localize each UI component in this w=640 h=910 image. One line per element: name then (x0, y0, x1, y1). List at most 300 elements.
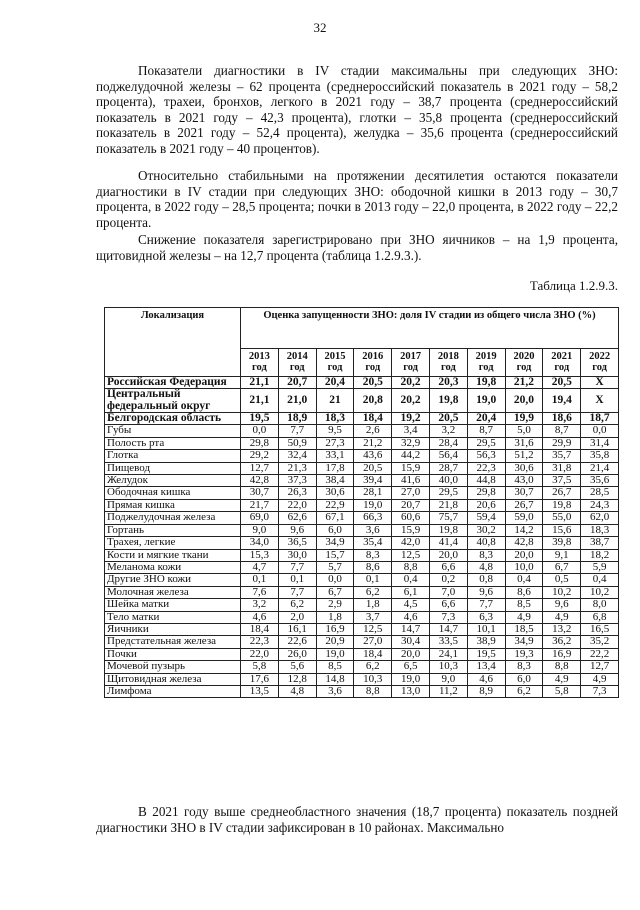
row-value: 6,6 (429, 561, 467, 573)
row-value: 11,2 (429, 685, 467, 697)
row-localization: Кости и мягкие ткани (105, 549, 241, 561)
row-value: 0,0 (316, 574, 354, 586)
row-value: 5,6 (278, 661, 316, 673)
row-value: 38,9 (467, 636, 505, 648)
row-value: 4,5 (392, 599, 430, 611)
row-value: 35,8 (581, 450, 619, 462)
row-value: 20,9 (316, 636, 354, 648)
row-value: 19,5 (467, 648, 505, 660)
year-header: 2020 год (505, 349, 543, 377)
row-value: 21,3 (278, 462, 316, 474)
row-value: 27,0 (354, 636, 392, 648)
row-value: 3,6 (316, 685, 354, 697)
row-value: 13,5 (241, 685, 279, 697)
row-localization: Гортань (105, 524, 241, 536)
row-localization: Российская Федерация (105, 376, 241, 388)
row-localization: Другие ЗНО кожи (105, 574, 241, 586)
row-value: 29,9 (543, 437, 581, 449)
row-value: 13,2 (543, 623, 581, 635)
row-value: 7,6 (241, 586, 279, 598)
row-value: 17,6 (241, 673, 279, 685)
row-value: 26,7 (505, 499, 543, 511)
row-value: 8,6 (354, 561, 392, 573)
row-value: 7,3 (581, 685, 619, 697)
row-value: 14,7 (429, 623, 467, 635)
row-value: 32,9 (392, 437, 430, 449)
row-localization: Пищевод (105, 462, 241, 474)
row-value: 6,5 (392, 661, 430, 673)
row-value: 31,6 (505, 437, 543, 449)
row-value: 15,7 (316, 549, 354, 561)
row-value: 55,0 (543, 512, 581, 524)
row-value: 28,7 (429, 462, 467, 474)
row-value: 21,2 (354, 437, 392, 449)
row-value: 59,0 (505, 512, 543, 524)
row-value: 18,6 (543, 413, 581, 425)
table-row (105, 524, 619, 536)
row-value: 22,2 (581, 648, 619, 660)
row-value: 10,3 (354, 673, 392, 685)
row-value: 9,1 (543, 549, 581, 561)
row-value: X (581, 389, 619, 413)
row-value: 30,0 (278, 549, 316, 561)
row-value: 18,2 (581, 549, 619, 561)
row-value: 6,6 (429, 599, 467, 611)
row-value: 62,6 (278, 512, 316, 524)
row-value: 34,0 (241, 537, 279, 549)
row-value: 3,4 (392, 425, 430, 437)
row-value: 6,0 (316, 524, 354, 536)
row-value: 9,6 (467, 586, 505, 598)
row-value: 8,8 (354, 685, 392, 697)
row-value: 0,0 (581, 425, 619, 437)
paragraph-3 (96, 232, 618, 263)
row-value: 20,0 (505, 389, 543, 413)
header-localization: Локализация (105, 308, 241, 377)
row-localization: Глотка (105, 450, 241, 462)
row-value: 21,8 (429, 499, 467, 511)
row-value: 5,8 (543, 685, 581, 697)
row-value: 20,5 (543, 376, 581, 388)
row-value: 8,3 (467, 549, 505, 561)
row-value: 17,8 (316, 462, 354, 474)
row-value: 15,3 (241, 549, 279, 561)
row-value: 42,8 (505, 537, 543, 549)
row-value: 8,3 (354, 549, 392, 561)
row-value: 19,9 (505, 413, 543, 425)
table-row (105, 648, 619, 660)
row-value: 6,3 (467, 611, 505, 623)
row-value: 9,0 (241, 524, 279, 536)
year-header: 2021 год (543, 349, 581, 377)
row-value: 59,4 (467, 512, 505, 524)
row-value: 10,1 (467, 623, 505, 635)
row-value: 8,7 (543, 425, 581, 437)
row-value: 50,9 (278, 437, 316, 449)
row-value: 0,4 (392, 574, 430, 586)
row-value: 39,8 (543, 537, 581, 549)
row-value: 19,8 (429, 524, 467, 536)
row-value: 21 (316, 389, 354, 413)
row-value: 51,2 (505, 450, 543, 462)
row-value: 0,5 (543, 574, 581, 586)
row-value: 20,0 (429, 549, 467, 561)
row-value: 19,8 (467, 376, 505, 388)
row-value: 18,4 (354, 413, 392, 425)
row-value: 22,9 (316, 499, 354, 511)
row-localization: Губы (105, 425, 241, 437)
row-value: 22,0 (241, 648, 279, 660)
row-value: 5,0 (505, 425, 543, 437)
table-row (105, 549, 619, 561)
row-value: 16,9 (316, 623, 354, 635)
row-value: 7,7 (467, 599, 505, 611)
row-value: 4,7 (241, 561, 279, 573)
table-row (105, 561, 619, 573)
table-row (105, 450, 619, 462)
paragraph-4 (96, 804, 618, 835)
row-value: 10,3 (429, 661, 467, 673)
row-value: 30,2 (467, 524, 505, 536)
row-value: 19,8 (429, 389, 467, 413)
row-localization: Щитовидная железа (105, 673, 241, 685)
row-value: 66,3 (354, 512, 392, 524)
table-row (105, 462, 619, 474)
row-value: 5,7 (316, 561, 354, 573)
row-value: 18,3 (581, 524, 619, 536)
row-value: 16,5 (581, 623, 619, 635)
row-value: 13,4 (467, 661, 505, 673)
table-row (105, 586, 619, 598)
row-value: 19,0 (316, 648, 354, 660)
row-value: 18,3 (316, 413, 354, 425)
row-value: 21,4 (581, 462, 619, 474)
row-value: 19,4 (543, 389, 581, 413)
row-value: 8,7 (467, 425, 505, 437)
table-row (105, 413, 619, 425)
row-value: 12,5 (392, 549, 430, 561)
table-row (105, 437, 619, 449)
year-header: 2013 год (241, 349, 279, 377)
table-caption: Таблица 1.2.9.3. (529, 278, 618, 293)
row-value: 30,7 (241, 487, 279, 499)
row-value: 24,3 (581, 499, 619, 511)
row-value: 7,7 (278, 561, 316, 573)
row-value: 36,2 (543, 636, 581, 648)
row-value: 38,7 (581, 537, 619, 549)
row-value: 31,8 (543, 462, 581, 474)
row-value: 8,8 (392, 561, 430, 573)
row-value: 6,7 (543, 561, 581, 573)
row-value: 67,1 (316, 512, 354, 524)
row-value: 20,4 (467, 413, 505, 425)
row-value: 33,1 (316, 450, 354, 462)
row-value: 27,0 (392, 487, 430, 499)
row-value: 43,6 (354, 450, 392, 462)
paragraph-text: В 2021 году выше среднеобластного значения (18,7 процента) показатель поздней диагностики ЗНО в IV стадии зафиксирован в 10 районах. Максимально (96, 804, 618, 835)
row-value: 5,9 (581, 561, 619, 573)
row-value: 20,5 (429, 413, 467, 425)
row-value: 0,0 (241, 425, 279, 437)
row-value: 12,7 (581, 661, 619, 673)
row-localization: Меланома кожи (105, 561, 241, 573)
table-row (105, 623, 619, 635)
page-number: 32 (313, 20, 327, 35)
row-value: 8,3 (505, 661, 543, 673)
row-value: 5,8 (241, 661, 279, 673)
row-value: 18,9 (278, 413, 316, 425)
row-value: 40,8 (467, 537, 505, 549)
row-value: 22,6 (278, 636, 316, 648)
row-value: 12,8 (278, 673, 316, 685)
table-row (105, 574, 619, 586)
row-value: 4,9 (543, 673, 581, 685)
row-value: 29,5 (467, 437, 505, 449)
row-value: 3,6 (354, 524, 392, 536)
row-value: 19,0 (354, 499, 392, 511)
row-value: 22,0 (278, 499, 316, 511)
row-value: 34,9 (316, 537, 354, 549)
row-value: 4,6 (241, 611, 279, 623)
row-value: 28,4 (429, 437, 467, 449)
row-value: 15,9 (392, 462, 430, 474)
table-row (105, 599, 619, 611)
row-value: 10,2 (581, 586, 619, 598)
row-value: 0,1 (354, 574, 392, 586)
row-value: 32,4 (278, 450, 316, 462)
row-value: 2,9 (316, 599, 354, 611)
row-value: 27,3 (316, 437, 354, 449)
row-value: 6,2 (505, 685, 543, 697)
row-value: 35,4 (354, 537, 392, 549)
row-value: 12,7 (241, 462, 279, 474)
row-value: 19,5 (241, 413, 279, 425)
row-value: 2,6 (354, 425, 392, 437)
table-row (105, 475, 619, 487)
row-value: 56,3 (467, 450, 505, 462)
row-value: 18,5 (505, 623, 543, 635)
row-value: 6,2 (278, 599, 316, 611)
row-value: 20,0 (392, 648, 430, 660)
row-value: 44,8 (467, 475, 505, 487)
row-localization: Полость рта (105, 437, 241, 449)
year-header: 2014 год (278, 349, 316, 377)
row-value: 7,3 (429, 611, 467, 623)
row-value: 33,5 (429, 636, 467, 648)
row-value: 6,2 (354, 661, 392, 673)
row-value: 20,0 (505, 549, 543, 561)
row-value: 3,2 (429, 425, 467, 437)
row-localization: Центральный федеральный округ (105, 389, 241, 413)
row-value: 9,5 (316, 425, 354, 437)
row-value: 7,0 (429, 586, 467, 598)
row-value: 20,2 (392, 389, 430, 413)
row-value: 16,1 (278, 623, 316, 635)
row-value: 35,6 (581, 475, 619, 487)
row-value: 12,5 (354, 623, 392, 635)
row-value: 4,6 (467, 673, 505, 685)
row-value: 62,0 (581, 512, 619, 524)
row-value: 8,0 (581, 599, 619, 611)
row-value: 8,9 (467, 685, 505, 697)
row-value: 6,0 (505, 673, 543, 685)
table-row (105, 673, 619, 685)
row-value: 15,9 (392, 524, 430, 536)
row-value: 0,8 (467, 574, 505, 586)
row-value: 30,6 (316, 487, 354, 499)
row-value: 30,4 (392, 636, 430, 648)
row-value: 26,3 (278, 487, 316, 499)
row-value: 21,1 (241, 376, 279, 388)
row-value: 4,6 (392, 611, 430, 623)
table-row (105, 512, 619, 524)
row-value: 20,4 (316, 376, 354, 388)
row-localization: Тело матки (105, 611, 241, 623)
row-value: 42,0 (392, 537, 430, 549)
paragraph-1 (96, 63, 618, 157)
row-value: 0,4 (505, 574, 543, 586)
row-value: 75,7 (429, 512, 467, 524)
row-localization: Мочевой пузырь (105, 661, 241, 673)
row-value: 20,6 (467, 499, 505, 511)
row-localization: Трахея, легкие (105, 537, 241, 549)
row-value: 35,2 (581, 636, 619, 648)
paragraph-text: Снижение показателя зарегистрировано при ЗНО яичников – на 1,9 процента, щитовидной железы – на 12,7 процента (таблица 1.2.9.3.). (96, 232, 618, 263)
row-value: 10,2 (543, 586, 581, 598)
row-value: X (581, 376, 619, 388)
row-value: 26,0 (278, 648, 316, 660)
row-value: 36,5 (278, 537, 316, 549)
row-value: 6,8 (581, 611, 619, 623)
row-localization: Белгородская область (105, 413, 241, 425)
row-value: 13,0 (392, 685, 430, 697)
row-value: 4,8 (278, 685, 316, 697)
row-value: 4,9 (505, 611, 543, 623)
row-value: 43,0 (505, 475, 543, 487)
row-value: 24,1 (429, 648, 467, 660)
table-row (105, 661, 619, 673)
row-value: 3,7 (354, 611, 392, 623)
row-value: 2,0 (278, 611, 316, 623)
row-value: 37,3 (278, 475, 316, 487)
row-value: 0,4 (581, 574, 619, 586)
row-value: 0,1 (278, 574, 316, 586)
row-value: 39,4 (354, 475, 392, 487)
paragraph-text: Показатели диагностики в IV стадии максимальны при следующих ЗНО: поджелудочной железы – 62 процента (среднероссийский показатель в 2021 году – 58,2 процента), трахеи, бронхов, легкого в 2021 году – 38,7 процента (среднероссийский показатель в 2021 году – 42,3 процента), глотки – 35,8 процента (среднероссийский показатель в 2021 году – 52,4 процента), желудка – 35,6 процента (среднероссийский показатель в 2021 году – 40 процентов). (96, 63, 618, 156)
row-value: 10,0 (505, 561, 543, 573)
row-value: 29,8 (241, 437, 279, 449)
row-value: 44,2 (392, 450, 430, 462)
row-value: 21,7 (241, 499, 279, 511)
row-value: 9,6 (278, 524, 316, 536)
row-localization: Ободочная кишка (105, 487, 241, 499)
year-header: 2017 год (392, 349, 430, 377)
row-value: 20,5 (354, 462, 392, 474)
row-value: 19,3 (505, 648, 543, 660)
row-value: 21,0 (278, 389, 316, 413)
row-value: 8,6 (505, 586, 543, 598)
table-row (105, 389, 619, 413)
row-localization: Шейка матки (105, 599, 241, 611)
row-value: 31,4 (581, 437, 619, 449)
paragraph-text: Относительно стабильными на протяжении десятилетия остаются показатели диагностики в IV стадии при следующих ЗНО: ободочной кишки в 2013 году – 30,7 процента, в 2022 году – 28,5 процента; почки в 2013 году – 22,0 процента, в 2022 году – 22,2 процента. (96, 168, 618, 230)
row-value: 29,5 (429, 487, 467, 499)
row-value: 9,6 (543, 599, 581, 611)
year-header: 2016 год (354, 349, 392, 377)
row-localization: Поджелудочная железа (105, 512, 241, 524)
year-header: 2015 год (316, 349, 354, 377)
row-value: 15,6 (543, 524, 581, 536)
row-value: 20,3 (429, 376, 467, 388)
row-value: 20,8 (354, 389, 392, 413)
row-value: 20,7 (392, 499, 430, 511)
row-value: 3,2 (241, 599, 279, 611)
row-value: 37,5 (543, 475, 581, 487)
row-value: 28,5 (581, 487, 619, 499)
row-value: 18,4 (354, 648, 392, 660)
row-value: 6,7 (316, 586, 354, 598)
row-value: 41,6 (392, 475, 430, 487)
row-value: 19,8 (543, 499, 581, 511)
row-localization: Желудок (105, 475, 241, 487)
stage-iv-table (104, 307, 619, 698)
row-value: 20,5 (354, 376, 392, 388)
row-value: 7,7 (278, 586, 316, 598)
row-value: 29,8 (467, 487, 505, 499)
table-row (105, 611, 619, 623)
row-value: 8,5 (505, 599, 543, 611)
table-row (105, 376, 619, 388)
row-value: 56,4 (429, 450, 467, 462)
row-value: 0,1 (241, 574, 279, 586)
row-value: 22,3 (241, 636, 279, 648)
row-value: 20,7 (278, 376, 316, 388)
row-value: 7,7 (278, 425, 316, 437)
row-value: 30,7 (505, 487, 543, 499)
row-value: 34,9 (505, 636, 543, 648)
year-header: 2019 год (467, 349, 505, 377)
row-value: 38,4 (316, 475, 354, 487)
row-value: 19,2 (392, 413, 430, 425)
row-value: 1,8 (354, 599, 392, 611)
paragraph-2 (96, 168, 618, 230)
row-value: 8,8 (543, 661, 581, 673)
year-header: 2018 год (429, 349, 467, 377)
row-localization: Молочная железа (105, 586, 241, 598)
row-value: 19,0 (392, 673, 430, 685)
row-value: 4,8 (467, 561, 505, 573)
row-value: 69,0 (241, 512, 279, 524)
row-localization: Яичники (105, 623, 241, 635)
row-value: 6,2 (354, 586, 392, 598)
row-value: 18,4 (241, 623, 279, 635)
row-value: 21,1 (241, 389, 279, 413)
table-row (105, 487, 619, 499)
row-value: 4,9 (581, 673, 619, 685)
row-value: 14,7 (392, 623, 430, 635)
table-row (105, 636, 619, 648)
row-value: 20,2 (392, 376, 430, 388)
row-value: 18,7 (581, 413, 619, 425)
table-row (105, 425, 619, 437)
row-value: 14,2 (505, 524, 543, 536)
row-value: 21,2 (505, 376, 543, 388)
year-header: 2022 год (581, 349, 619, 377)
row-value: 22,3 (467, 462, 505, 474)
row-value: 26,7 (543, 487, 581, 499)
table-row (105, 537, 619, 549)
row-value: 60,6 (392, 512, 430, 524)
